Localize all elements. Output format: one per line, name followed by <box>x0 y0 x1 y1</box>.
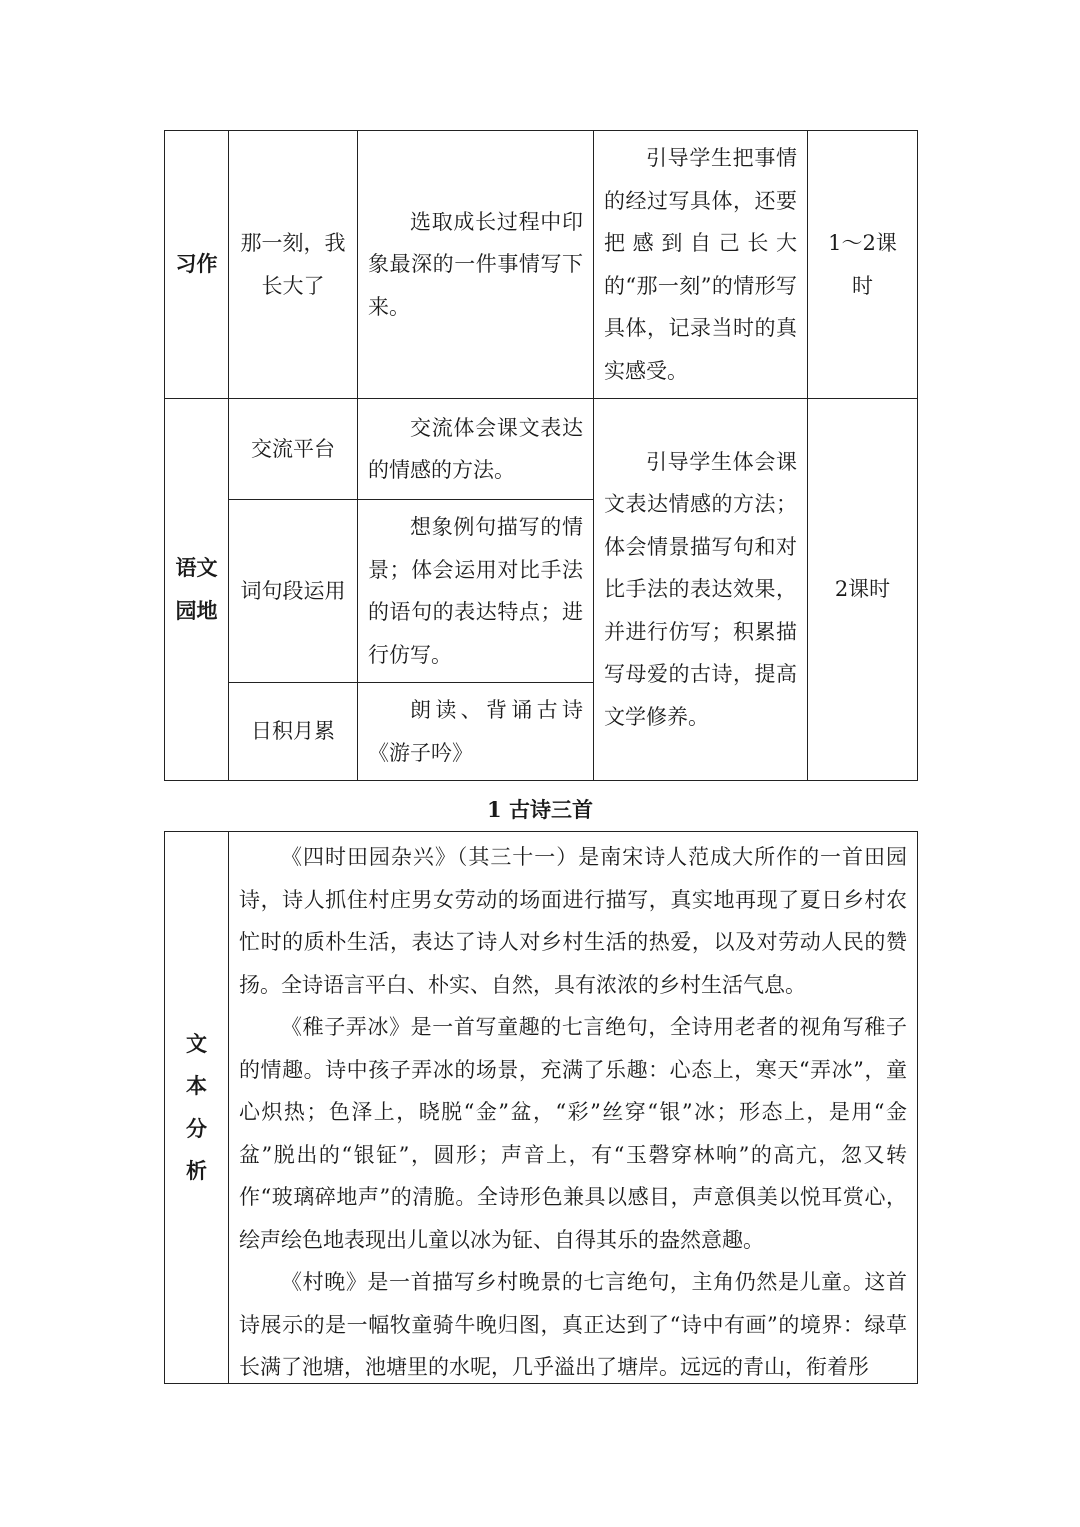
topic-sentences: 词句段运用 <box>229 500 358 683</box>
text-analysis-content <box>229 832 918 1384</box>
unit-plan-table <box>164 130 918 781</box>
label-char-2: 本 <box>186 1073 207 1098</box>
text-analysis-label <box>165 832 229 1384</box>
goal-accumulate: 朗读、背诵古诗《游子吟》 <box>358 683 594 781</box>
table-row-writing <box>165 131 918 399</box>
paragraph-1: 《四时田园杂兴》（其三十一）是南宋诗人范成大所作的一首田园诗，诗人抓住村庄男女劳动的场面进行描写，真实地再现了夏日乡村农忙时的质朴生活，表达了诗人对乡村生活的热爱，以及对劳动人民的赞扬。全诗语言平白、朴实、自然，具有浓浓的乡村生活气息。 <box>239 845 907 997</box>
guidance-garden: 引导学生体会课文表达情感的方法；体会情景描写句和对比手法的表达效果，并进行仿写；积累描写母爱的古诗，提高文学修养。 <box>594 399 808 781</box>
category-writing: 习作 <box>165 131 229 399</box>
text-analysis-table <box>164 831 918 1384</box>
goal-writing: 选取成长过程中印象最深的一件事情写下来。 <box>358 131 594 399</box>
section-title: 1 古诗三首 <box>487 797 593 822</box>
label-char-1: 文 <box>186 1030 207 1056</box>
topic-writing: 那一刻，我长大了 <box>229 131 358 399</box>
table-row-analysis <box>165 832 918 1384</box>
paragraph-3: 《村晚》是一首描写乡村晚景的七言绝句，主角仍然是儿童。这首诗展示的是一幅牧童骑牛晚归图，真正达到了“诗中有画”的境界：绿草长满了池塘，池塘里的水呢，几乎溢出了塘岸。远远的青山，衔着彤 <box>239 1270 907 1379</box>
goal-sentences: 想象例句描写的情景；体会运用对比手法的语句的表达特点；进行仿写。 <box>358 500 594 683</box>
goal-exchange: 交流体会课文表达的情感的方法。 <box>358 399 594 500</box>
category-garden-line2: 园地 <box>175 597 218 623</box>
label-char-3: 分 <box>186 1115 207 1141</box>
paragraph-2: 《稚子弄冰》是一首写童趣的七言绝句，全诗用老者的视角写稚子的情趣。诗中孩子弄冰的场景，充满了乐趣：心态上，寒天“弄冰”，童心炽热；色泽上，晓脱“金”盆，“彩”丝穿“银”冰；形态上，是用“金盆”脱出的“银钲”，圆形；声音上，有“玉磬穿林响”的高亢，忽又转作“玻璃碎地声”的清脆。全诗形色兼具以感目，声意俱美以悦耳赏心，绘声绘色地表现出儿童以冰为钲、自得其乐的盎然意趣。 <box>239 1015 907 1252</box>
guidance-writing: 引导学生把事情的经过写具体，还要把感到自己长大的“那一刻”的情形写具体，记录当时的真实感受。 <box>594 131 808 399</box>
category-garden <box>165 399 229 781</box>
category-garden-line1: 语文 <box>175 555 218 580</box>
topic-exchange: 交流平台 <box>229 399 358 500</box>
hours-writing: 1～2课时 <box>808 131 918 399</box>
label-char-4: 析 <box>186 1158 207 1183</box>
table-row-garden-exchange <box>165 399 918 500</box>
hours-garden: 2课时 <box>808 399 918 781</box>
topic-accumulate: 日积月累 <box>229 683 358 781</box>
